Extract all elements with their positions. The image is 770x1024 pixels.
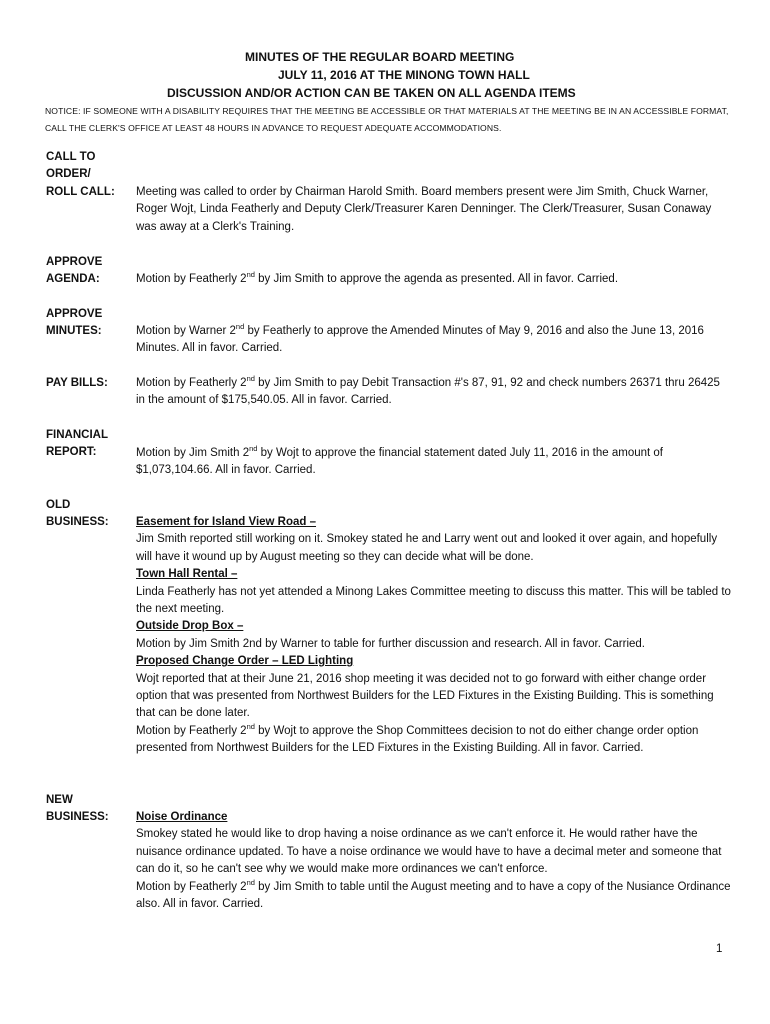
text-part: Motion by Jim Smith 2 — [136, 447, 250, 459]
page-number: 1 — [716, 943, 723, 955]
label-line: OLD — [46, 499, 71, 511]
financial-report-text — [136, 445, 731, 480]
paragraph — [136, 723, 731, 758]
label-approve-agenda — [46, 254, 102, 289]
text-part: by Featherly to approve the Amended Minutes of May 9, 2016 and also the June 13, 2016 Minutes. All in favor. Carried. — [136, 325, 704, 355]
label-line: CALL TO — [46, 151, 96, 163]
text-part: Motion by Warner 2 — [136, 325, 236, 337]
paragraph: Smokey stated he would like to drop having a noise ordinance as we can't enforce it. He would rather have the nuisance ordinance updated. To have a noise ordinance we would have to have a decimal meter and someone that can do it, so he can't see why we would make more ordinances we can't enforce. — [136, 828, 722, 876]
ordinal-suffix: nd — [246, 722, 255, 732]
label-line: REPORT: — [46, 446, 97, 459]
label-line: APPROVE — [46, 256, 103, 268]
paragraph: Motion by Jim Smith 2nd by Warner to table for further discussion and research. All in favor. Carried. — [136, 637, 645, 650]
paragraph: Wojt reported that at their June 21, 2016 shop meeting it was decided not to go forward with either change order option that was presented from Northwest Builders for the LED Fixtures in the Existing Building. This is something that can be done later. — [136, 672, 714, 720]
label-line: MINUTES: — [46, 325, 102, 338]
ordinal-suffix: nd — [246, 270, 255, 280]
text-part: by Jim Smith to table until the August meeting and to have a copy of the Nusiance Ordinance also. All in favor. Carried. — [136, 880, 731, 911]
subheading-town-hall-rental: Town Hall Rental – — [136, 568, 238, 581]
ordinal-suffix: nd — [249, 444, 258, 454]
label-financial-report — [46, 427, 108, 462]
subheading-outside-drop-box: Outside Drop Box – — [136, 620, 244, 633]
label-line: BUSINESS: — [46, 811, 109, 824]
label-old-business — [46, 497, 109, 532]
ordinal-suffix: nd — [246, 877, 255, 887]
label-new-business — [46, 792, 109, 827]
label-line: ROLL CALL: — [46, 185, 115, 198]
call-to-order-text: Meeting was called to order by Chairman Harold Smith. Board members present were Jim Smith, Chuck Warner, Roger Wojt, Linda Featherly and Deputy Clerk/Treasurer Karen Denninger. The Clerk/Treasurer, Susan Conaway was away at a Clerk's Training. — [136, 186, 712, 233]
pay-bills-text — [136, 375, 731, 410]
approve-minutes-text — [136, 323, 731, 358]
ordinal-suffix: nd — [235, 322, 245, 332]
paragraph: Linda Featherly has not yet attended a Minong Lakes Committee meeting to discuss this matter. This will be tabled to the next meeting. — [136, 585, 731, 616]
label-line: AGENDA: — [46, 273, 100, 286]
subheading-led-lighting: Proposed Change Order – LED Lighting — [136, 655, 354, 668]
title-line-2: JULY 11, 2016 AT THE MINONG TOWN HALL — [278, 68, 530, 82]
label-call-to-order — [46, 149, 115, 201]
text-part: Motion by Featherly 2 — [136, 273, 247, 285]
label-line: APPROVE — [46, 308, 103, 320]
text-part: by Wojt to approve the financial statement dated July 11, 2016 in the amount of $1,073,104.66. All in favor. Carried. — [136, 447, 663, 477]
subheading-easement: Easement for Island View Road – — [136, 516, 317, 528]
label-line: BUSINESS: — [46, 516, 109, 529]
text-part: by Wojt to approve the Shop Committees decision to not do either change order option presented from Northwest Builders for the LED Fixtures in the Existing Building. All in favor. Carried. — [136, 724, 699, 755]
old-business-text — [136, 514, 731, 758]
label-approve-minutes — [46, 306, 102, 341]
text-part: Motion by Featherly 2 — [136, 880, 247, 893]
paragraph: Jim Smith reported still working on it. Smokey stated he and Larry went out and looked it over again, and hopefully will have it wound up by August meeting so they can decide what will be done. — [136, 533, 718, 563]
accessibility-notice: NOTICE: IF SOMEONE WITH A DISABILITY REQUIRES THAT THE MEETING BE ACCESSIBLE OR THAT MATERIALS AT THE MEETING BE IN AN ACCESSIBLE FORMAT, CALL THE CLERK'S OFFICE AT LEAST 48 HOURS IN ADVANCE TO REQUEST ADEQUATE ACCOMMODATIONS. — [45, 106, 729, 133]
text-part: Motion by Featherly 2 — [136, 377, 247, 389]
label-line: NEW — [46, 794, 73, 806]
approve-agenda-text — [136, 271, 731, 288]
label-line: PAY BILLS: — [46, 377, 108, 389]
new-business-text — [136, 809, 731, 913]
label-line: ORDER/ — [46, 168, 91, 181]
text-part: by Jim Smith to pay Debit Transaction #'s 87, 91, 92 and check numbers 26371 thru 26425 in the amount of $175,540.05. All in favor. Carried. — [136, 377, 720, 407]
ordinal-suffix: nd — [246, 374, 255, 384]
text-part: by Jim Smith to approve the agenda as presented. All in favor. Carried. — [254, 273, 619, 285]
label-pay-bills — [46, 375, 108, 392]
title-line-1: MINUTES OF THE REGULAR BOARD MEETING — [245, 50, 515, 64]
text-part: Motion by Featherly 2 — [136, 724, 247, 737]
label-line: FINANCIAL — [46, 429, 108, 441]
title-line-3: DISCUSSION AND/OR ACTION CAN BE TAKEN ON ALL AGENDA ITEMS — [167, 86, 576, 100]
subheading-noise-ordinance: Noise Ordinance — [136, 811, 228, 823]
paragraph — [136, 879, 731, 914]
